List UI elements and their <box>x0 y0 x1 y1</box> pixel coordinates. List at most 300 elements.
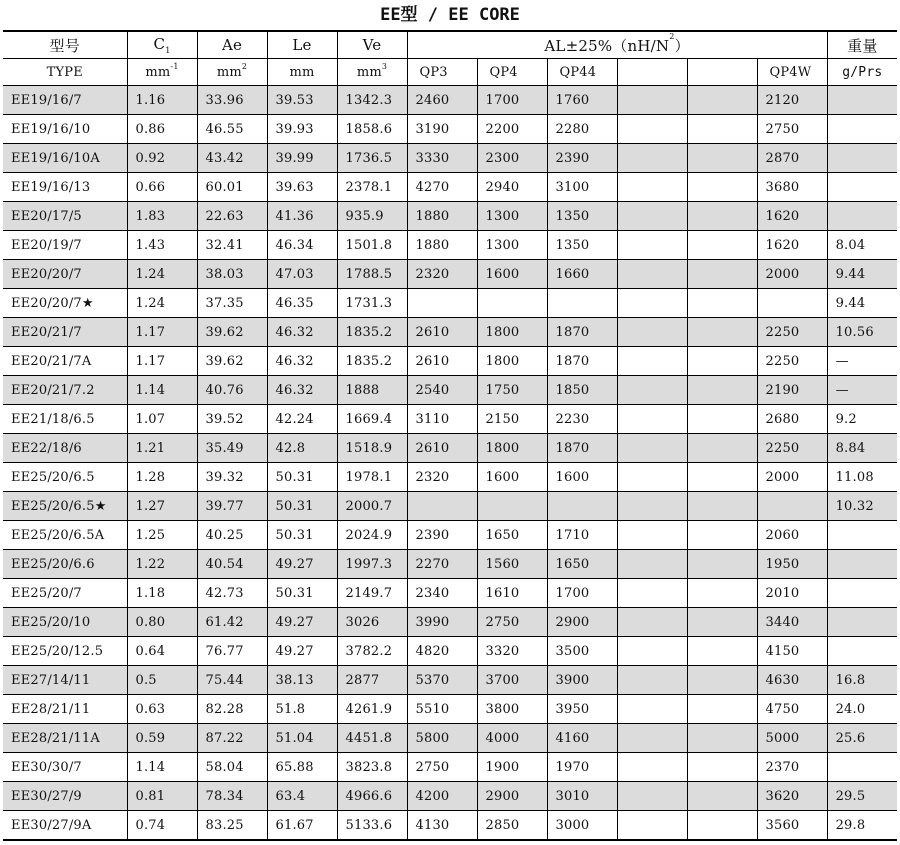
cell-ve: 2149.7 <box>337 579 407 608</box>
cell-ae: 38.03 <box>197 260 267 289</box>
cell-qp4w: 2000 <box>757 463 827 492</box>
cell-qp4: 1750 <box>477 376 547 405</box>
cell-ve: 2877 <box>337 666 407 695</box>
cell-le: 61.67 <box>267 811 337 841</box>
cell-le: 47.03 <box>267 260 337 289</box>
cell-qp4w: 1950 <box>757 550 827 579</box>
ee-core-spec-table <box>3 30 897 841</box>
cell-ae: 32.41 <box>197 231 267 260</box>
cell-type: EE19/16/10A <box>3 144 127 173</box>
cell-weight: 10.32 <box>827 492 897 521</box>
cell-ve: 5133.6 <box>337 811 407 841</box>
cell-empty <box>687 434 757 463</box>
cell-type: EE20/17/5 <box>3 202 127 231</box>
cell-ae: 35.49 <box>197 434 267 463</box>
col-header-ve: Ve <box>337 31 407 59</box>
cell-empty <box>617 434 687 463</box>
cell-empty <box>687 608 757 637</box>
cell-qp4: 1600 <box>477 260 547 289</box>
table-row <box>3 550 897 579</box>
cell-empty <box>617 811 687 841</box>
cell-c1: 0.81 <box>127 782 197 811</box>
cell-qp3: 2390 <box>407 521 477 550</box>
table-row <box>3 86 897 115</box>
cell-weight <box>827 144 897 173</box>
cell-qp4w: 2060 <box>757 521 827 550</box>
cell-ve: 1835.2 <box>337 347 407 376</box>
cell-type: EE20/21/7.2 <box>3 376 127 405</box>
cell-qp4w: 1620 <box>757 202 827 231</box>
page-title: EE型 / EE CORE <box>380 5 520 25</box>
cell-qp44 <box>547 492 617 521</box>
cell-type: EE21/18/6.5 <box>3 405 127 434</box>
cell-weight <box>827 637 897 666</box>
cell-ve: 1731.3 <box>337 289 407 318</box>
cell-ve: 2378.1 <box>337 173 407 202</box>
cell-qp4: 2300 <box>477 144 547 173</box>
cell-weight: 8.84 <box>827 434 897 463</box>
cell-qp4 <box>477 492 547 521</box>
cell-type: EE30/27/9 <box>3 782 127 811</box>
cell-le: 38.13 <box>267 666 337 695</box>
col-header-ae: Ae <box>197 31 267 59</box>
cell-type: EE19/16/13 <box>3 173 127 202</box>
cell-qp44: 3010 <box>547 782 617 811</box>
cell-empty <box>687 231 757 260</box>
cell-qp44: 1870 <box>547 347 617 376</box>
cell-qp3: 2610 <box>407 347 477 376</box>
cell-type: EE28/21/11A <box>3 724 127 753</box>
col-header-weight-cn: 重量 <box>827 31 897 59</box>
cell-qp4: 1900 <box>477 753 547 782</box>
cell-type: EE25/20/7 <box>3 579 127 608</box>
cell-qp4w: 2190 <box>757 376 827 405</box>
cell-qp4w: 4150 <box>757 637 827 666</box>
cell-le: 42.8 <box>267 434 337 463</box>
cell-empty <box>617 347 687 376</box>
header-row-primary <box>3 31 897 59</box>
cell-c1: 1.83 <box>127 202 197 231</box>
table-row <box>3 724 897 753</box>
cell-ae: 46.55 <box>197 115 267 144</box>
cell-qp44: 1870 <box>547 434 617 463</box>
cell-c1: 0.74 <box>127 811 197 841</box>
cell-c1: 0.86 <box>127 115 197 144</box>
table-row <box>3 231 897 260</box>
cell-ae: 39.62 <box>197 318 267 347</box>
cell-qp44: 3900 <box>547 666 617 695</box>
cell-qp4: 1700 <box>477 86 547 115</box>
cell-qp4w: 3680 <box>757 173 827 202</box>
table-row <box>3 463 897 492</box>
col-header-le: Le <box>267 31 337 59</box>
cell-qp4w: 2250 <box>757 318 827 347</box>
table-row <box>3 695 897 724</box>
cell-qp3: 4200 <box>407 782 477 811</box>
cell-le: 46.32 <box>267 376 337 405</box>
cell-empty <box>617 666 687 695</box>
cell-ae: 39.52 <box>197 405 267 434</box>
cell-ae: 83.25 <box>197 811 267 841</box>
cell-qp4: 2900 <box>477 782 547 811</box>
cell-weight: 16.8 <box>827 666 897 695</box>
cell-ve: 2000.7 <box>337 492 407 521</box>
cell-qp4w: 4750 <box>757 695 827 724</box>
cell-qp3: 4820 <box>407 637 477 666</box>
cell-le: 63.4 <box>267 782 337 811</box>
col-header-qp3: QP3 <box>407 59 477 86</box>
cell-ae: 33.96 <box>197 86 267 115</box>
cell-ae: 78.34 <box>197 782 267 811</box>
cell-qp44: 1350 <box>547 202 617 231</box>
table-row <box>3 637 897 666</box>
cell-empty <box>617 637 687 666</box>
cell-c1: 1.28 <box>127 463 197 492</box>
cell-qp44: 1350 <box>547 231 617 260</box>
cell-type: EE27/14/11 <box>3 666 127 695</box>
cell-qp4: 2750 <box>477 608 547 637</box>
col-header-qp4: QP4 <box>477 59 547 86</box>
cell-empty <box>687 637 757 666</box>
table-row <box>3 434 897 463</box>
cell-ve: 4966.6 <box>337 782 407 811</box>
cell-le: 65.88 <box>267 753 337 782</box>
cell-qp4w: 3620 <box>757 782 827 811</box>
cell-qp4: 2940 <box>477 173 547 202</box>
cell-qp44: 1850 <box>547 376 617 405</box>
cell-type: EE25/20/12.5 <box>3 637 127 666</box>
cell-qp4: 1300 <box>477 231 547 260</box>
cell-qp3: 5800 <box>407 724 477 753</box>
cell-weight <box>827 86 897 115</box>
cell-qp4: 1560 <box>477 550 547 579</box>
cell-qp4w: 2750 <box>757 115 827 144</box>
table-row <box>3 260 897 289</box>
cell-empty <box>617 695 687 724</box>
col-header-weight-unit: g/Prs <box>827 59 897 86</box>
cell-ve: 1342.3 <box>337 86 407 115</box>
cell-ve: 3782.2 <box>337 637 407 666</box>
cell-weight: 24.0 <box>827 695 897 724</box>
cell-le: 46.35 <box>267 289 337 318</box>
cell-weight: 9.44 <box>827 289 897 318</box>
table-row <box>3 289 897 318</box>
unit-ve: $mm^3$ <box>337 59 407 86</box>
cell-qp44: 2230 <box>547 405 617 434</box>
table-row <box>3 318 897 347</box>
cell-empty <box>687 86 757 115</box>
cell-qp4w: 5000 <box>757 724 827 753</box>
cell-weight: 29.8 <box>827 811 897 841</box>
cell-ve: 3823.8 <box>337 753 407 782</box>
cell-qp3: 2460 <box>407 86 477 115</box>
cell-type: EE25/20/6.5 <box>3 463 127 492</box>
cell-weight: 9.44 <box>827 260 897 289</box>
cell-qp3: 3110 <box>407 405 477 434</box>
cell-c1: 1.27 <box>127 492 197 521</box>
cell-c1: 1.25 <box>127 521 197 550</box>
cell-le: 39.53 <box>267 86 337 115</box>
cell-qp4w <box>757 492 827 521</box>
cell-ve: 1518.9 <box>337 434 407 463</box>
table-row <box>3 376 897 405</box>
table-row <box>3 811 897 841</box>
col-header-type-cn: 型号 <box>3 31 127 59</box>
cell-weight: 11.08 <box>827 463 897 492</box>
cell-empty <box>687 521 757 550</box>
table-row <box>3 666 897 695</box>
table-row <box>3 492 897 521</box>
cell-ve: 1997.3 <box>337 550 407 579</box>
cell-qp44: 4160 <box>547 724 617 753</box>
cell-le: 46.32 <box>267 318 337 347</box>
cell-weight: — <box>827 376 897 405</box>
cell-qp44: 1700 <box>547 579 617 608</box>
cell-empty <box>687 405 757 434</box>
cell-c1: 1.07 <box>127 405 197 434</box>
cell-c1: 1.16 <box>127 86 197 115</box>
cell-empty <box>687 347 757 376</box>
cell-type: EE25/20/6.6 <box>3 550 127 579</box>
cell-c1: 1.17 <box>127 347 197 376</box>
table-row <box>3 202 897 231</box>
cell-empty <box>617 753 687 782</box>
cell-empty <box>687 724 757 753</box>
cell-ae: 39.32 <box>197 463 267 492</box>
cell-le: 49.27 <box>267 550 337 579</box>
cell-qp44: 1650 <box>547 550 617 579</box>
cell-empty <box>617 405 687 434</box>
cell-qp4w <box>757 289 827 318</box>
cell-empty <box>687 782 757 811</box>
cell-ae: 40.54 <box>197 550 267 579</box>
cell-empty <box>617 724 687 753</box>
cell-empty <box>687 550 757 579</box>
cell-qp44: 2280 <box>547 115 617 144</box>
cell-qp44: 1760 <box>547 86 617 115</box>
cell-weight: 25.6 <box>827 724 897 753</box>
cell-c1: 1.17 <box>127 318 197 347</box>
cell-c1: 1.14 <box>127 753 197 782</box>
cell-weight <box>827 521 897 550</box>
cell-qp4w: 2010 <box>757 579 827 608</box>
cell-type: EE25/20/10 <box>3 608 127 637</box>
cell-le: 49.27 <box>267 608 337 637</box>
cell-empty <box>617 202 687 231</box>
cell-qp4w: 2250 <box>757 434 827 463</box>
cell-qp4: 2150 <box>477 405 547 434</box>
cell-c1: 1.43 <box>127 231 197 260</box>
table-row <box>3 521 897 550</box>
cell-empty <box>687 579 757 608</box>
cell-empty <box>617 782 687 811</box>
unit-ae: $mm^2$ <box>197 59 267 86</box>
cell-type: EE20/19/7 <box>3 231 127 260</box>
cell-qp4: 1650 <box>477 521 547 550</box>
cell-qp4: 1800 <box>477 434 547 463</box>
cell-empty <box>687 289 757 318</box>
cell-ve: 2024.9 <box>337 521 407 550</box>
cell-ve: 1888 <box>337 376 407 405</box>
cell-qp44: 1710 <box>547 521 617 550</box>
table-row <box>3 405 897 434</box>
cell-weight: 10.56 <box>827 318 897 347</box>
col-header-type-en: TYPE <box>3 59 127 86</box>
table-row <box>3 608 897 637</box>
cell-qp4: 1800 <box>477 318 547 347</box>
col-header-empty-2 <box>687 59 757 86</box>
cell-qp4: 4000 <box>477 724 547 753</box>
cell-empty <box>687 376 757 405</box>
cell-empty <box>617 550 687 579</box>
cell-empty <box>687 695 757 724</box>
cell-le: 50.31 <box>267 463 337 492</box>
cell-qp3: 4130 <box>407 811 477 841</box>
table-row <box>3 579 897 608</box>
cell-c1: 1.14 <box>127 376 197 405</box>
header-row-secondary <box>3 59 897 86</box>
cell-c1: 0.63 <box>127 695 197 724</box>
cell-weight: — <box>827 347 897 376</box>
cell-empty <box>617 492 687 521</box>
cell-qp3: 2270 <box>407 550 477 579</box>
cell-empty <box>617 260 687 289</box>
cell-le: 51.8 <box>267 695 337 724</box>
cell-c1: 1.22 <box>127 550 197 579</box>
cell-qp44: 2900 <box>547 608 617 637</box>
cell-empty <box>617 521 687 550</box>
cell-ae: 39.62 <box>197 347 267 376</box>
cell-c1: 1.24 <box>127 289 197 318</box>
cell-empty <box>617 463 687 492</box>
cell-ae: 76.77 <box>197 637 267 666</box>
cell-empty <box>687 173 757 202</box>
cell-qp4w: 2370 <box>757 753 827 782</box>
cell-ve: 1858.6 <box>337 115 407 144</box>
cell-qp3: 2610 <box>407 434 477 463</box>
cell-qp4: 1800 <box>477 347 547 376</box>
cell-qp44: 2390 <box>547 144 617 173</box>
cell-weight: 9.2 <box>827 405 897 434</box>
cell-le: 39.93 <box>267 115 337 144</box>
cell-c1: 0.59 <box>127 724 197 753</box>
cell-le: 50.31 <box>267 492 337 521</box>
cell-qp4w: 1620 <box>757 231 827 260</box>
cell-qp4: 1300 <box>477 202 547 231</box>
cell-le: 46.32 <box>267 347 337 376</box>
cell-qp3: 2320 <box>407 463 477 492</box>
cell-type: EE25/20/6.5★ <box>3 492 127 521</box>
cell-empty <box>687 492 757 521</box>
cell-type: EE30/27/9A <box>3 811 127 841</box>
cell-qp4w: 4630 <box>757 666 827 695</box>
cell-ae: 40.25 <box>197 521 267 550</box>
cell-ae: 75.44 <box>197 666 267 695</box>
table-row <box>3 115 897 144</box>
cell-qp3: 1880 <box>407 202 477 231</box>
cell-c1: 1.18 <box>127 579 197 608</box>
cell-empty <box>617 173 687 202</box>
cell-empty <box>617 144 687 173</box>
cell-qp44 <box>547 289 617 318</box>
cell-weight <box>827 115 897 144</box>
cell-le: 39.99 <box>267 144 337 173</box>
cell-empty <box>617 115 687 144</box>
cell-empty <box>617 86 687 115</box>
cell-qp4 <box>477 289 547 318</box>
cell-qp4: 2850 <box>477 811 547 841</box>
cell-qp3: 2340 <box>407 579 477 608</box>
cell-ae: 87.22 <box>197 724 267 753</box>
cell-c1: 0.5 <box>127 666 197 695</box>
cell-type: EE20/20/7★ <box>3 289 127 318</box>
cell-empty <box>617 376 687 405</box>
cell-qp4: 1610 <box>477 579 547 608</box>
cell-qp3: 3990 <box>407 608 477 637</box>
table-row <box>3 753 897 782</box>
cell-qp44: 1870 <box>547 318 617 347</box>
cell-le: 49.27 <box>267 637 337 666</box>
cell-ve: 1835.2 <box>337 318 407 347</box>
cell-qp3 <box>407 289 477 318</box>
cell-empty <box>687 753 757 782</box>
col-header-c1: $C_1$ <box>127 31 197 59</box>
cell-weight <box>827 173 897 202</box>
cell-qp4: 2200 <box>477 115 547 144</box>
cell-le: 39.63 <box>267 173 337 202</box>
cell-empty <box>687 260 757 289</box>
unit-le: mm <box>267 59 337 86</box>
cell-empty <box>617 231 687 260</box>
cell-ae: 40.76 <box>197 376 267 405</box>
cell-qp3: 1880 <box>407 231 477 260</box>
col-header-al: $AL\pm 25\%(nH/N^2)$ <box>407 31 827 59</box>
cell-le: 42.24 <box>267 405 337 434</box>
table-row <box>3 144 897 173</box>
cell-c1: 0.92 <box>127 144 197 173</box>
cell-qp3: 5370 <box>407 666 477 695</box>
cell-type: EE20/21/7 <box>3 318 127 347</box>
cell-qp4: 3800 <box>477 695 547 724</box>
cell-empty <box>617 289 687 318</box>
cell-qp3: 2540 <box>407 376 477 405</box>
cell-ae: 60.01 <box>197 173 267 202</box>
cell-type: EE19/16/10 <box>3 115 127 144</box>
cell-ae: 42.73 <box>197 579 267 608</box>
cell-qp4w: 2000 <box>757 260 827 289</box>
cell-qp4: 3320 <box>477 637 547 666</box>
unit-c1: $mm^{-1}$ <box>127 59 197 86</box>
cell-qp4: 3700 <box>477 666 547 695</box>
cell-ve: 1788.5 <box>337 260 407 289</box>
cell-qp3: 4270 <box>407 173 477 202</box>
cell-empty <box>687 144 757 173</box>
cell-c1: 1.24 <box>127 260 197 289</box>
cell-weight <box>827 579 897 608</box>
cell-le: 41.36 <box>267 202 337 231</box>
cell-qp3: 2610 <box>407 318 477 347</box>
cell-type: EE25/20/6.5A <box>3 521 127 550</box>
cell-type: EE19/16/7 <box>3 86 127 115</box>
cell-qp44: 3000 <box>547 811 617 841</box>
cell-weight <box>827 202 897 231</box>
cell-ve: 4261.9 <box>337 695 407 724</box>
cell-qp3 <box>407 492 477 521</box>
cell-ae: 43.42 <box>197 144 267 173</box>
cell-empty <box>687 463 757 492</box>
cell-qp44: 3950 <box>547 695 617 724</box>
cell-le: 50.31 <box>267 579 337 608</box>
